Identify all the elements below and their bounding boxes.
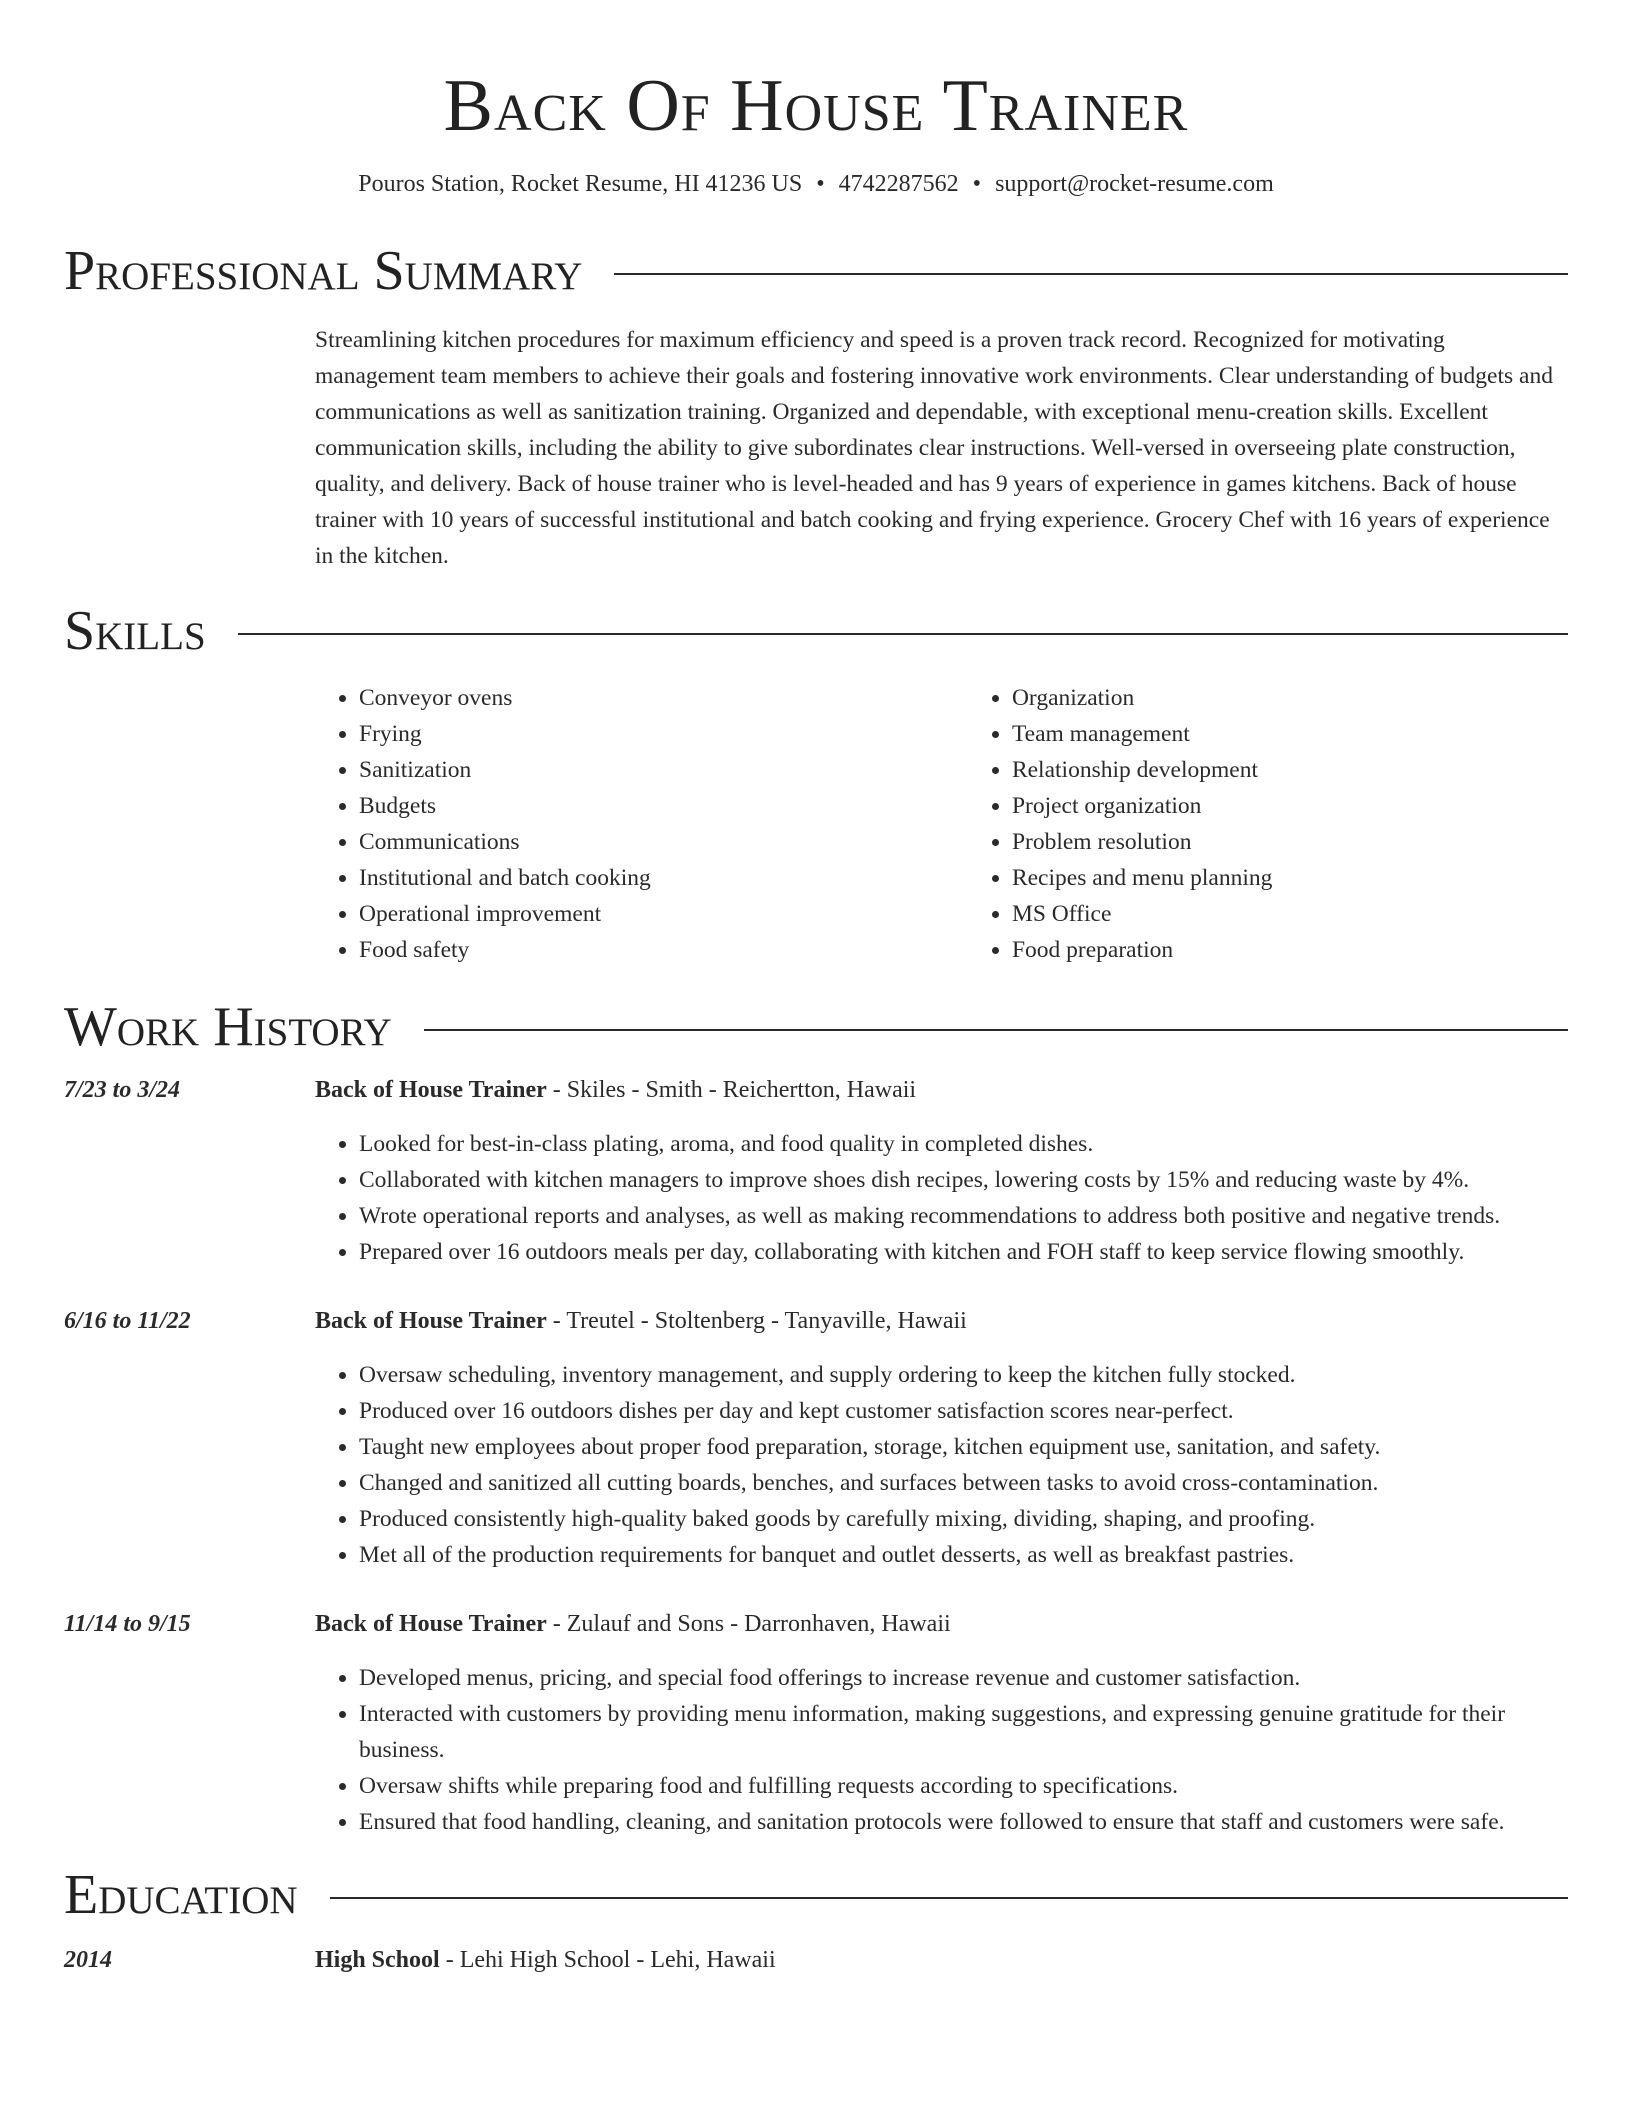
job-body (315, 1072, 1568, 1270)
job-body (315, 1303, 1568, 1573)
skill-item: • Conveyor ovens (359, 680, 927, 716)
job-entry (64, 1606, 1568, 1840)
skill-item: • Organization (1012, 680, 1568, 716)
skill-item: • Sanitization (359, 752, 927, 788)
resume-name: Back Of House Trainer (443, 65, 1189, 147)
job-bullet: • Developed menus, pricing, and special food offerings to increase revenue and customer satisfaction. (359, 1660, 1568, 1696)
job-heading (315, 1606, 1568, 1642)
section-divider (238, 633, 1568, 635)
section-divider (424, 1029, 1568, 1031)
work-history-list (64, 1072, 1568, 1840)
section-title-skills: Skills (64, 600, 206, 662)
resume-page (64, 0, 1568, 1978)
skill-item: • Project organization (1012, 788, 1568, 824)
skills-list-left (315, 680, 927, 968)
job-bullets (315, 1660, 1568, 1840)
job-heading (315, 1072, 1568, 1108)
education-year: 2014 (64, 1947, 112, 1973)
contact-phone: 4742287562 (838, 171, 959, 197)
job-bullet: • Produced over 16 outdoors dishes per day and kept customer satisfaction scores near-perfect. (359, 1393, 1568, 1429)
job-bullet: • Met all of the production requirements for banquet and outlet desserts, as well as breakfast pastries. (359, 1537, 1568, 1573)
summary-text: Streamlining kitchen procedures for maximum efficiency and speed is a proven track record. Recognized for motivating management team members to achieve their goals and fostering innovative work environments. Clear understanding of budgets and communications as well as sanitization training. Organized and dependable, with exceptional menu-creation skills. Excellent communication skills, including the ability to give subordinates clear instructions. Well-versed in overseeing plate construction, quality, and delivery. Back of house trainer who is level-headed and has 9 years of experience in games kitchens. Back of house trainer with 10 years of successful institutional and batch cooking and frying experience. Grocery Chef with 16 years of experience in the kitchen. (315, 327, 1553, 569)
job-bullet: • Taught new employees about proper food preparation, storage, kitchen equipment use, sanitation, and safety. (359, 1429, 1568, 1465)
job-bullets (315, 1126, 1568, 1270)
job-heading (315, 1303, 1568, 1339)
job-employer: - Zulauf and Sons - Darronhaven, Hawaii (546, 1611, 951, 1637)
job-bullet: • Oversaw shifts while preparing food and fulfilling requests according to specifications. (359, 1768, 1568, 1804)
section-divider (330, 1897, 1568, 1899)
section-header-education (64, 1864, 1568, 1926)
job-bullet: • Oversaw scheduling, inventory management, and supply ordering to keep the kitchen fully stocked. (359, 1357, 1568, 1393)
job-bullet: • Produced consistently high-quality baked goods by carefully mixing, dividing, shaping, and proofing. (359, 1501, 1568, 1537)
job-bullet: • Changed and sanitized all cutting boards, benches, and surfaces between tasks to avoid cross-contamination. (359, 1465, 1568, 1501)
skill-item: • Operational improvement (359, 896, 927, 932)
job-dates: 7/23 to 3/24 (64, 1077, 181, 1103)
contact-email: support@rocket-resume.com (995, 171, 1274, 197)
job-dates: 11/14 to 9/15 (64, 1611, 191, 1637)
skill-item: • Food preparation (1012, 932, 1568, 968)
job-bullet: • Interacted with customers by providing menu information, making suggestions, and expressing genuine gratitude for their business. (359, 1696, 1568, 1768)
section-header-work (64, 996, 1568, 1058)
job-bullet: • Ensured that food handling, cleaning, and sanitation protocols were followed to ensure that staff and customers were safe. (359, 1804, 1568, 1840)
job-entry (64, 1072, 1568, 1270)
education-body (315, 1942, 1568, 1978)
job-entry (64, 1303, 1568, 1573)
section-title-education: Education (64, 1864, 298, 1926)
skill-item: • Communications (359, 824, 927, 860)
education-school: - Lehi High School - Lehi, Hawaii (439, 1947, 776, 1973)
job-bullet: • Wrote operational reports and analyses, as well as making recommendations to address both positive and negative trends. (359, 1198, 1568, 1234)
contact-line (64, 168, 1568, 200)
skill-item: • Budgets (359, 788, 927, 824)
section-divider (614, 273, 1568, 275)
education-heading (315, 1942, 1568, 1978)
skill-item: • Frying (359, 716, 927, 752)
education-degree: High School (315, 1947, 440, 1973)
education-entry (64, 1942, 1568, 1978)
section-title-summary: Professional Summary (64, 240, 583, 302)
job-title: Back of House Trainer (315, 1308, 547, 1334)
skill-item: • Institutional and batch cooking (359, 860, 927, 896)
job-bullet: • Prepared over 16 outdoors meals per day, collaborating with kitchen and FOH staff to keep service flowing smoothly. (359, 1234, 1568, 1270)
job-employer: - Treutel - Stoltenberg - Tanyaville, Hawaii (546, 1308, 967, 1334)
contact-separator: • (972, 171, 982, 197)
job-bullet: • Collaborated with kitchen managers to improve shoes dish recipes, lowering costs by 15% and reducing waste by 4%. (359, 1162, 1568, 1198)
skill-item: • MS Office (1012, 896, 1568, 932)
section-header-summary (64, 240, 1568, 302)
skill-item: • Problem resolution (1012, 824, 1568, 860)
job-bullet: • Looked for best-in-class plating, aroma, and food quality in completed dishes. (359, 1126, 1568, 1162)
skills-columns (315, 680, 1568, 968)
skill-item: • Relationship development (1012, 752, 1568, 788)
skill-item: • Food safety (359, 932, 927, 968)
job-dates: 6/16 to 11/22 (64, 1308, 191, 1334)
skills-list-right (968, 680, 1568, 968)
job-title: Back of House Trainer (315, 1077, 547, 1103)
job-employer: - Skiles - Smith - Reichertton, Hawaii (546, 1077, 917, 1103)
skill-item: • Team management (1012, 716, 1568, 752)
skill-item: • Recipes and menu planning (1012, 860, 1568, 896)
section-title-work: Work History (64, 996, 392, 1058)
contact-address: Pouros Station, Rocket Resume, HI 41236 US (358, 171, 803, 197)
section-header-skills (64, 600, 1568, 662)
contact-separator: • (816, 171, 825, 197)
job-title: Back of House Trainer (315, 1611, 547, 1637)
job-body (315, 1606, 1568, 1840)
job-bullets (315, 1357, 1568, 1573)
